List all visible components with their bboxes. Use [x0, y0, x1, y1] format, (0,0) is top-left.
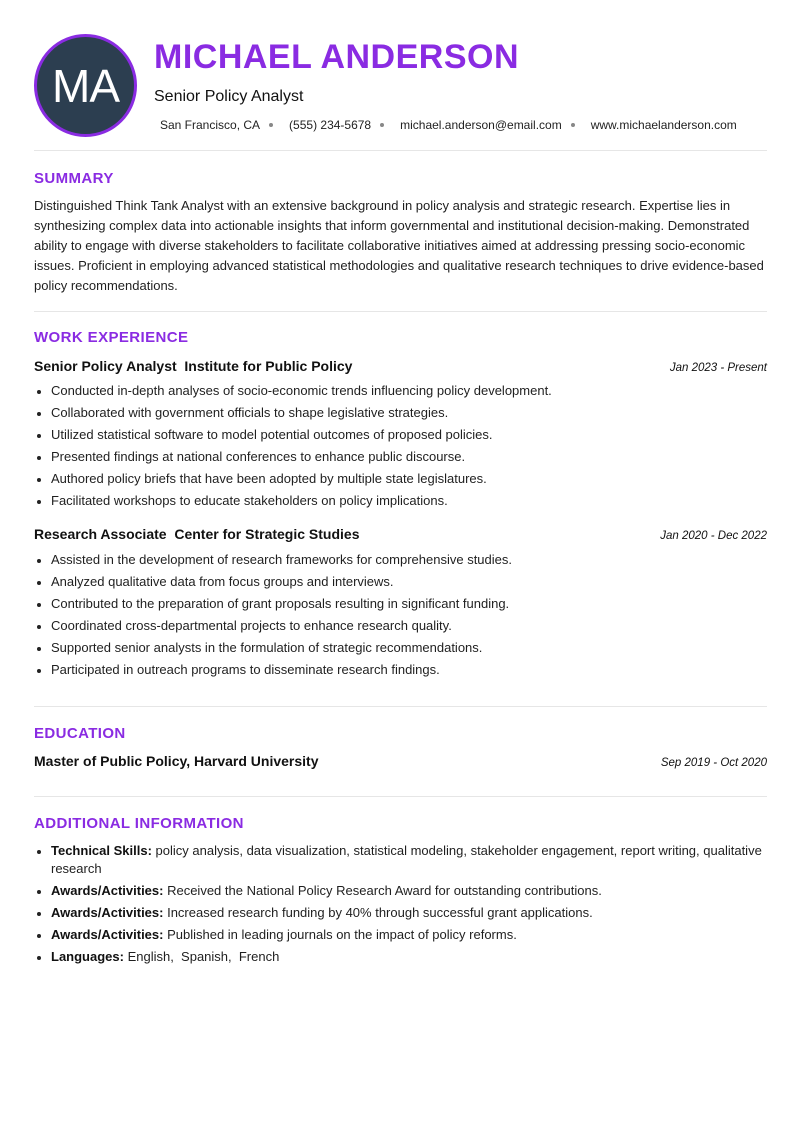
education-entry — [34, 753, 767, 769]
job-bullets — [34, 549, 767, 681]
list-item: Facilitated workshops to educate stakeholders on policy implications. — [34, 490, 767, 512]
list-item: Participated in outreach programs to disseminate research findings. — [34, 659, 767, 681]
candidate-title: Senior Policy Analyst — [154, 88, 304, 105]
work-experience-heading: WORK EXPERIENCE — [34, 329, 189, 346]
list-item: Conducted in-depth analyses of socio-economic trends influencing policy development. — [34, 380, 767, 402]
list-item: Assisted in the development of research frameworks for comprehensive studies. — [34, 549, 767, 571]
job-bullets — [34, 380, 767, 512]
item-label: Awards/Activities: — [51, 905, 164, 920]
item-label: Technical Skills: — [51, 843, 152, 858]
job-header — [34, 358, 767, 374]
contact-line — [160, 117, 767, 133]
candidate-name: MICHAEL ANDERSON — [154, 38, 520, 76]
separator-dot-icon — [380, 123, 384, 127]
list-item — [34, 926, 767, 944]
additional-info-heading: ADDITIONAL INFORMATION — [34, 815, 244, 832]
list-item: Supported senior analysts in the formulation of strategic recommendations. — [34, 637, 767, 659]
list-item: Contributed to the preparation of grant proposals resulting in significant funding. — [34, 593, 767, 615]
item-text: Published in leading journals on the impact of policy reforms. — [163, 927, 517, 942]
separator-dot-icon — [269, 123, 273, 127]
header-info — [154, 37, 767, 133]
list-item: Authored policy briefs that have been adopted by multiple state legislatures. — [34, 468, 767, 490]
item-text: policy analysis, data visualization, statistical modeling, stakeholder engagement, report writing, qualitative research — [51, 843, 762, 876]
list-item — [34, 904, 767, 922]
contact-location: San Francisco, CA — [160, 118, 261, 132]
header-divider — [34, 150, 767, 151]
list-item — [34, 842, 767, 878]
avatar — [34, 34, 137, 137]
item-text: Received the National Policy Research Award for outstanding contributions. — [163, 883, 602, 898]
job-header — [34, 526, 767, 542]
contact-phone[interactable]: (555) 234-5678 — [289, 118, 372, 132]
list-item: Collaborated with government officials to shape legislative strategies. — [34, 402, 767, 424]
avatar-initials: MA — [52, 59, 119, 112]
list-item — [34, 882, 767, 900]
list-item — [34, 948, 767, 966]
summary-text: Distinguished Think Tank Analyst with an extensive background in policy analysis and strategic research. Expertise lies in synthesizing complex data into actionable insights that inform governmental and institutional decision-making. Demonstrated ability to engage with diverse stakeholders to facilitate collaborative initiatives aimed at addressing pressing socio-economic issues. Proficient in employing advanced statistical methodologies and qualitative research techniques to drive evidence-based policy recommendations. — [34, 198, 764, 293]
list-item: Analyzed qualitative data from focus groups and interviews. — [34, 571, 767, 593]
contact-website[interactable]: www.michaelanderson.com — [590, 118, 737, 132]
list-item: Utilized statistical software to model potential outcomes of proposed policies. — [34, 424, 767, 446]
contact-email[interactable]: michael.anderson@email.com — [400, 118, 562, 132]
education-heading: EDUCATION — [34, 725, 126, 742]
job-title: Senior Policy Analyst Institute for Public Policy — [34, 358, 353, 374]
item-label: Languages: — [51, 949, 124, 964]
additional-info-list — [34, 842, 767, 970]
item-label: Awards/Activities: — [51, 883, 164, 898]
list-item: Presented findings at national conferences to enhance public discourse. — [34, 446, 767, 468]
item-label: Awards/Activities: — [51, 927, 164, 942]
work-divider — [34, 706, 767, 707]
separator-dot-icon — [571, 123, 575, 127]
item-text: English, Spanish, French — [123, 949, 280, 964]
education-divider — [34, 796, 767, 797]
education-date: Sep 2019 - Oct 2020 — [660, 757, 767, 769]
job-title: Research Associate Center for Strategic Studies — [34, 526, 360, 542]
summary-heading: SUMMARY — [34, 170, 114, 187]
job-date: Jan 2020 - Dec 2022 — [660, 530, 767, 542]
degree: Master of Public Policy, Harvard University — [34, 753, 319, 769]
list-item: Coordinated cross-departmental projects to enhance research quality. — [34, 615, 767, 637]
summary-divider — [34, 311, 767, 312]
job-date: Jan 2023 - Present — [669, 362, 767, 374]
item-text: Increased research funding by 40% through successful grant applications. — [163, 905, 593, 920]
